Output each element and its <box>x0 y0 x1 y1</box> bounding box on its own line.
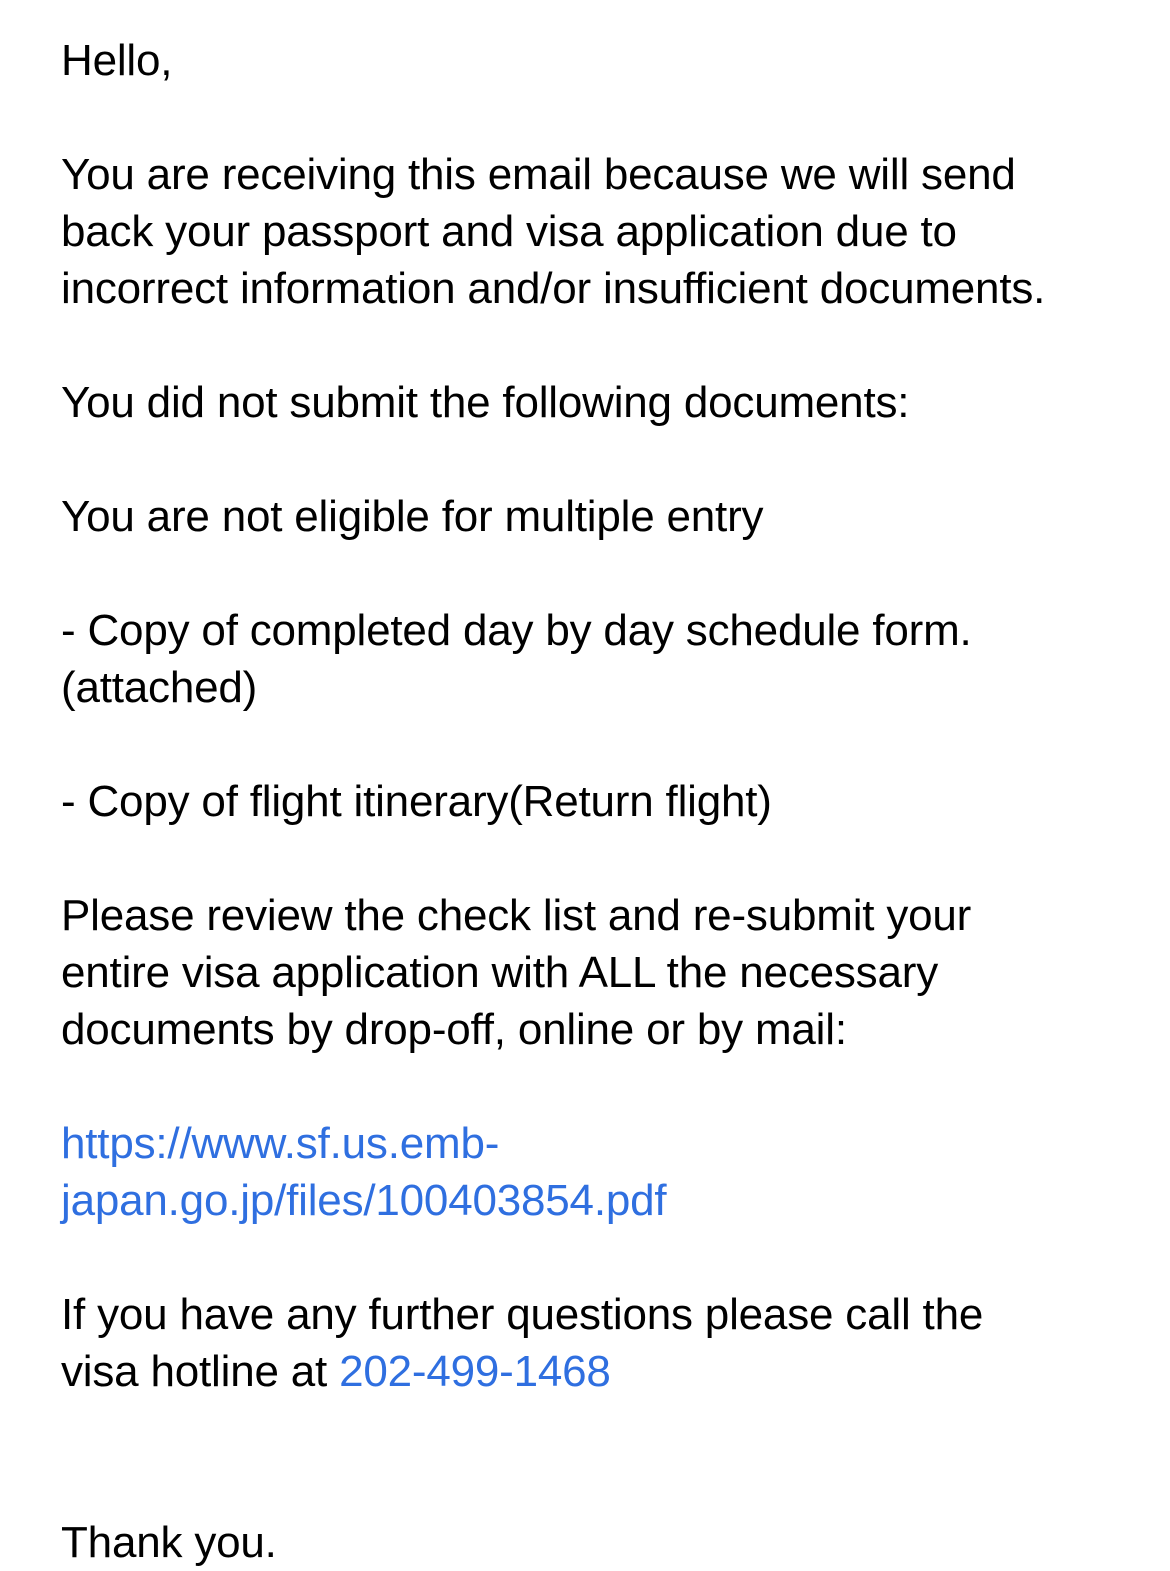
instructions-line-2: entire visa application with ALL the necessary <box>61 948 939 997</box>
closing-text: Thank you. <box>61 1518 277 1567</box>
hotline-line-1: If you have any further questions please call the <box>61 1290 984 1339</box>
paragraph-spacer <box>61 716 1141 773</box>
missing-docs-heading: You did not submit the following documents: <box>61 378 910 427</box>
hotline-line-2 <box>61 1343 1141 1400</box>
missing-doc-item: - Copy of completed day by day schedule form. <box>61 606 972 655</box>
missing-doc-item: - Copy of flight itinerary(Return flight) <box>61 777 772 826</box>
checklist-link-line-2: japan.go.jp/files/100403854.pdf <box>61 1176 667 1225</box>
checklist-link[interactable] <box>61 1115 1141 1172</box>
paragraph-spacer <box>61 545 1141 602</box>
checklist-link-line-1: https://www.sf.us.emb- <box>61 1119 500 1168</box>
paragraph-spacer <box>61 89 1141 146</box>
paragraph-spacer <box>61 830 1141 887</box>
missing-doc-item-note: (attached) <box>61 663 258 712</box>
paragraph-spacer <box>61 317 1141 374</box>
paragraph-spacer <box>61 1400 1141 1514</box>
greeting-text: Hello, <box>61 36 173 85</box>
instructions-line-3: documents by drop-off, online or by mail: <box>61 1005 847 1054</box>
hotline-phone-link[interactable]: 202-499-1468 <box>339 1347 611 1396</box>
intro-line-1: You are receiving this email because we will send <box>61 150 1016 199</box>
instructions-line-1: Please review the check list and re-submit your <box>61 891 972 940</box>
checklist-link-continued[interactable] <box>61 1172 1141 1229</box>
paragraph-spacer <box>61 431 1141 488</box>
eligibility-note: You are not eligible for multiple entry <box>61 492 764 541</box>
paragraph-spacer <box>61 1058 1141 1115</box>
hotline-prefix: visa hotline at <box>61 1347 340 1396</box>
intro-line-3: incorrect information and/or insufficient documents. <box>61 264 1046 313</box>
email-body <box>61 32 1141 1571</box>
paragraph-spacer <box>61 1229 1141 1286</box>
intro-line-2: back your passport and visa application due to <box>61 207 957 256</box>
